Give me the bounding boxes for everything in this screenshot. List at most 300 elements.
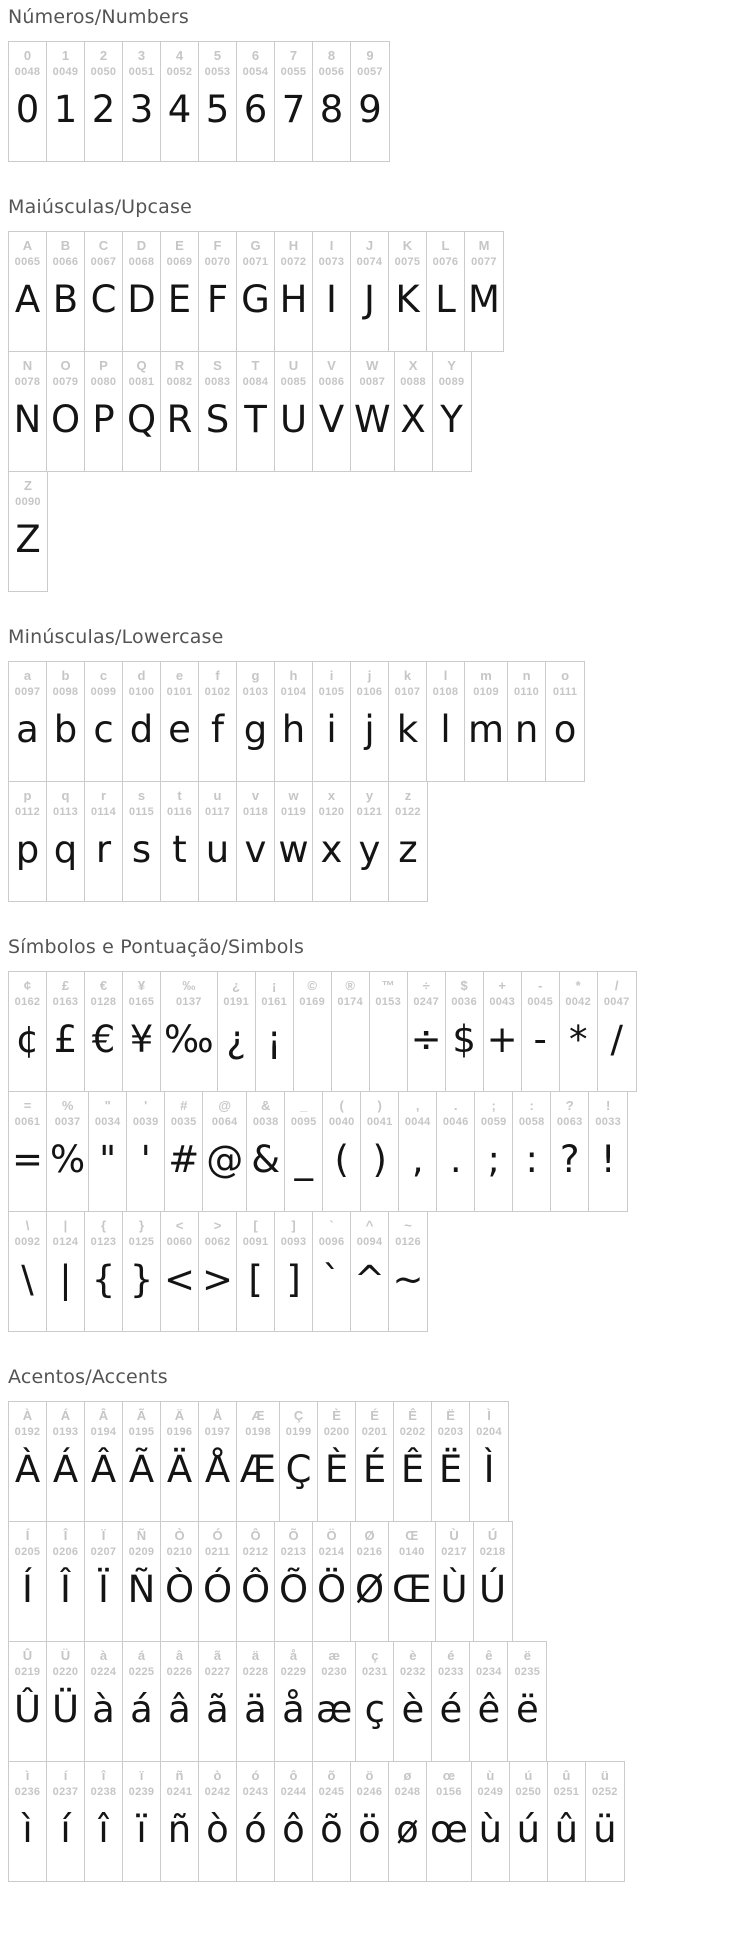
cell-unicode-code: 0169 xyxy=(299,996,325,1009)
cell-glyph-preview: Ç xyxy=(285,1448,312,1492)
cell-character-label: " xyxy=(104,1098,111,1113)
cell-character-label: ® xyxy=(345,978,355,993)
cell-glyph-preview: ü xyxy=(593,1808,617,1852)
cell-character-label: z xyxy=(404,788,412,803)
glyph-cell xyxy=(165,1092,203,1211)
cell-unicode-code: 0076 xyxy=(432,256,459,269)
cell-glyph-preview: # xyxy=(168,1138,200,1182)
cell-character-label: _ xyxy=(300,1098,308,1113)
cell-character-label: î xyxy=(101,1768,106,1783)
cell-glyph-preview: ! xyxy=(600,1138,616,1182)
cell-unicode-code: 0107 xyxy=(394,686,421,699)
cell-unicode-code: 0052 xyxy=(166,66,193,79)
glyph-cell xyxy=(399,1092,437,1211)
cell-glyph-preview: À xyxy=(14,1448,41,1492)
cell-character-label: á xyxy=(137,1648,146,1663)
cell-unicode-code: 0064 xyxy=(211,1116,238,1129)
cell-glyph-preview: ê xyxy=(477,1688,501,1732)
cell-character-label: Ä xyxy=(174,1408,185,1423)
glyph-rows xyxy=(8,971,730,1332)
cell-character-label: & xyxy=(261,1098,271,1113)
cell-glyph-preview: 5 xyxy=(205,88,230,132)
glyph-cell xyxy=(237,662,275,781)
cell-glyph-preview: w xyxy=(278,828,309,872)
cell-unicode-code: 0118 xyxy=(242,806,269,819)
cell-glyph-preview: q xyxy=(53,828,78,872)
glyph-cell xyxy=(9,1212,47,1331)
cell-glyph-preview: E xyxy=(167,278,192,322)
cell-character-label: \ xyxy=(25,1218,30,1233)
cell-unicode-code: 0049 xyxy=(52,66,79,79)
cell-unicode-code: 0239 xyxy=(128,1786,155,1799)
cell-unicode-code: 0036 xyxy=(451,996,477,1009)
cell-glyph-preview: 7 xyxy=(281,88,306,132)
glyph-cell xyxy=(237,232,275,351)
cell-glyph-preview: t xyxy=(172,828,187,872)
glyph-cell xyxy=(123,662,161,781)
glyph-cell xyxy=(436,1522,474,1641)
cell-glyph-preview: ? xyxy=(559,1138,580,1182)
cell-unicode-code: 0225 xyxy=(128,1666,155,1679)
glyph-cell xyxy=(47,972,85,1091)
cell-unicode-code: 0071 xyxy=(242,256,269,269)
cell-character-label: = xyxy=(23,1098,32,1113)
cell-unicode-code: 0199 xyxy=(285,1426,312,1439)
cell-character-label: Ï xyxy=(101,1528,106,1543)
glyph-cell xyxy=(446,972,484,1091)
cell-glyph-preview: _ xyxy=(294,1138,313,1182)
cell-character-label: Z xyxy=(24,478,32,493)
cell-unicode-code: 0242 xyxy=(204,1786,231,1799)
cell-character-label: æ xyxy=(328,1648,340,1663)
cell-unicode-code: 0053 xyxy=(204,66,231,79)
glyph-cell xyxy=(199,352,237,471)
glyph-cell xyxy=(47,1212,85,1331)
cell-unicode-code: 0245 xyxy=(318,1786,345,1799)
glyph-table-row xyxy=(8,1091,628,1212)
cell-glyph-preview: g xyxy=(243,708,268,752)
glyph-cell xyxy=(161,972,218,1091)
cell-glyph-preview: 8 xyxy=(319,88,344,132)
glyph-cell xyxy=(123,1522,161,1641)
cell-character-label: Ù xyxy=(449,1528,459,1543)
cell-glyph-preview: : xyxy=(525,1138,538,1182)
cell-glyph-preview: Ñ xyxy=(127,1568,156,1612)
cell-character-label: / xyxy=(614,978,619,993)
cell-glyph-preview: à xyxy=(92,1688,115,1732)
cell-character-label: n xyxy=(522,668,531,683)
glyph-cell xyxy=(161,782,199,901)
cell-glyph-preview: Ì xyxy=(483,1448,495,1492)
cell-glyph-preview: l xyxy=(440,708,451,752)
cell-glyph-preview: j xyxy=(364,708,375,752)
cell-unicode-code: 0074 xyxy=(356,256,383,269)
glyph-cell xyxy=(9,972,47,1091)
cell-unicode-code: 0046 xyxy=(442,1116,469,1129)
cell-character-label: ; xyxy=(491,1098,496,1113)
glyph-cell xyxy=(560,972,598,1091)
glyph-cell xyxy=(389,1522,436,1641)
cell-glyph-preview: ç xyxy=(364,1688,386,1732)
cell-glyph-preview: u xyxy=(205,828,230,872)
glyph-table-row xyxy=(8,971,637,1092)
cell-character-label: ‰ xyxy=(182,978,196,993)
glyph-cell xyxy=(47,42,85,161)
cell-glyph-preview: 1 xyxy=(53,88,78,132)
glyph-cell xyxy=(427,1762,472,1881)
glyph-table-row xyxy=(8,661,585,782)
cell-character-label: Ç xyxy=(293,1408,304,1423)
glyph-cell xyxy=(9,42,47,161)
cell-glyph-preview: n xyxy=(514,708,539,752)
cell-glyph-preview: A xyxy=(14,278,41,322)
cell-character-label: H xyxy=(288,238,299,253)
glyph-cell xyxy=(361,1092,399,1211)
cell-unicode-code: 0191 xyxy=(223,996,249,1009)
glyph-cell xyxy=(389,662,427,781)
cell-character-label: à xyxy=(99,1648,108,1663)
section-title: Números/Numbers xyxy=(8,6,189,28)
cell-character-label: Ã xyxy=(136,1408,147,1423)
glyph-cell xyxy=(9,1402,47,1521)
glyph-cell xyxy=(9,1092,47,1211)
cell-character-label: Ø xyxy=(364,1528,375,1543)
cell-glyph-preview: a xyxy=(16,708,39,752)
glyph-cell xyxy=(427,662,465,781)
glyph-cell xyxy=(389,1212,427,1331)
cell-glyph-preview: F xyxy=(206,278,229,322)
glyph-cell xyxy=(237,1642,275,1761)
cell-character-label: V xyxy=(327,358,336,373)
glyph-cell xyxy=(513,1092,551,1211)
cell-unicode-code: 0137 xyxy=(175,996,202,1009)
cell-unicode-code: 0056 xyxy=(318,66,345,79)
cell-character-label: j xyxy=(367,668,372,683)
cell-character-label: * xyxy=(575,978,581,993)
cell-glyph-preview: * xyxy=(568,1018,588,1062)
glyph-table-row xyxy=(8,471,48,592)
glyph-cell xyxy=(199,42,237,161)
cell-glyph-preview: Ø xyxy=(354,1568,385,1612)
cell-glyph-preview: ¡ xyxy=(266,1018,282,1062)
glyph-cell xyxy=(275,782,313,901)
cell-unicode-code: 0217 xyxy=(441,1546,467,1559)
cell-unicode-code: 0083 xyxy=(204,376,231,389)
cell-glyph-preview: c xyxy=(93,708,114,752)
cell-unicode-code: 0040 xyxy=(328,1116,355,1129)
glyph-cell xyxy=(161,662,199,781)
cell-character-label: ú xyxy=(524,1768,533,1783)
glyph-cell xyxy=(351,1212,389,1331)
glyph-cell xyxy=(313,352,351,471)
cell-character-label: ^ xyxy=(365,1218,374,1233)
section-title: Minúsculas/Lowercase xyxy=(8,626,224,648)
glyph-rows xyxy=(8,231,730,592)
cell-character-label: Q xyxy=(136,358,147,373)
cell-glyph-preview: U xyxy=(279,398,308,442)
cell-glyph-preview: C xyxy=(90,278,117,322)
cell-character-label: W xyxy=(366,358,379,373)
cell-unicode-code: 0121 xyxy=(356,806,383,819)
cell-unicode-code: 0251 xyxy=(553,1786,580,1799)
cell-glyph-preview: Ù xyxy=(440,1568,468,1612)
cell-glyph-preview: Â xyxy=(90,1448,117,1492)
cell-character-label: : xyxy=(529,1098,534,1113)
cell-glyph-preview: o xyxy=(553,708,577,752)
cell-unicode-code: 0235 xyxy=(514,1666,541,1679)
cell-glyph-preview: Ê xyxy=(400,1448,425,1492)
glyph-cell xyxy=(275,662,313,781)
cell-glyph-preview: M xyxy=(468,278,500,322)
cell-glyph-preview: 0 xyxy=(15,88,40,132)
cell-character-label: ì xyxy=(25,1768,30,1783)
glyph-cell xyxy=(161,1762,199,1881)
glyph-cell xyxy=(432,1642,470,1761)
cell-unicode-code: 0192 xyxy=(14,1426,41,1439)
cell-character-label: B xyxy=(60,238,71,253)
cell-glyph-preview: < xyxy=(164,1258,196,1302)
cell-glyph-preview: 3 xyxy=(129,88,154,132)
glyph-cell xyxy=(9,1642,47,1761)
glyph-cell xyxy=(123,782,161,901)
cell-glyph-preview: P xyxy=(92,398,115,442)
glyph-cell xyxy=(313,1212,351,1331)
glyph-table-row xyxy=(8,1641,547,1762)
cell-glyph-preview: ‰ xyxy=(164,1018,214,1062)
cell-character-label: £ xyxy=(61,978,70,993)
cell-character-label: ñ xyxy=(175,1768,184,1783)
glyph-cell xyxy=(351,1522,389,1641)
cell-character-label: w xyxy=(288,788,299,803)
cell-unicode-code: 0122 xyxy=(395,806,421,819)
cell-character-label: å xyxy=(289,1648,298,1663)
cell-unicode-code: 0216 xyxy=(356,1546,383,1559)
glyph-cell xyxy=(85,1402,123,1521)
glyph-cell xyxy=(203,1092,247,1211)
glyph-cell xyxy=(123,1212,161,1331)
cell-unicode-code: 0054 xyxy=(242,66,269,79)
cell-character-label: ë xyxy=(523,1648,531,1663)
glyph-cell xyxy=(522,972,560,1091)
glyph-cell xyxy=(123,972,161,1091)
cell-unicode-code: 0091 xyxy=(242,1236,269,1249)
cell-unicode-code: 0117 xyxy=(204,806,231,819)
cell-glyph-preview: S xyxy=(205,398,230,442)
cell-glyph-preview: á xyxy=(130,1688,153,1732)
cell-character-label: J xyxy=(365,238,374,253)
cell-unicode-code: 0246 xyxy=(356,1786,383,1799)
cell-glyph-preview: 6 xyxy=(243,88,268,132)
cell-character-label: g xyxy=(251,668,260,683)
glyph-cell xyxy=(161,232,199,351)
cell-glyph-preview: ñ xyxy=(167,1808,192,1852)
cell-character-label: û xyxy=(562,1768,571,1783)
cell-character-label: c xyxy=(99,668,108,683)
cell-glyph-preview: € xyxy=(91,1018,116,1062)
cell-glyph-preview: Å xyxy=(204,1448,231,1492)
cell-character-label: L xyxy=(441,238,450,253)
glyph-cell xyxy=(427,232,465,351)
cell-glyph-preview: r xyxy=(95,828,112,872)
cell-character-label: a xyxy=(23,668,32,683)
cell-character-label: b xyxy=(61,668,70,683)
glyph-cell xyxy=(161,42,199,161)
glyph-cell xyxy=(508,662,546,781)
cell-glyph-preview: f xyxy=(210,708,225,752)
cell-unicode-code: 0161 xyxy=(261,996,287,1009)
font-character-section xyxy=(8,196,730,592)
cell-glyph-preview: Î xyxy=(60,1568,71,1612)
glyph-table-row xyxy=(8,231,504,352)
glyph-cell xyxy=(9,782,47,901)
glyph-cell xyxy=(123,352,161,471)
glyph-cell xyxy=(199,782,237,901)
cell-unicode-code: 0100 xyxy=(128,686,155,699)
cell-unicode-code: 0038 xyxy=(252,1116,279,1129)
cell-glyph-preview: å xyxy=(282,1688,305,1732)
glyph-cell xyxy=(465,232,503,351)
cell-unicode-code: 0205 xyxy=(14,1546,41,1559)
cell-character-label: ÷ xyxy=(422,978,430,993)
cell-character-label: T xyxy=(251,358,260,373)
glyph-cell xyxy=(470,1402,508,1521)
cell-unicode-code: 0059 xyxy=(480,1116,507,1129)
glyph-cell xyxy=(356,1642,394,1761)
cell-unicode-code: 0065 xyxy=(14,256,41,269)
cell-character-label: 8 xyxy=(327,48,336,63)
cell-glyph-preview: W xyxy=(354,398,391,442)
cell-unicode-code: 0041 xyxy=(366,1116,393,1129)
cell-unicode-code: 0174 xyxy=(337,996,363,1009)
cell-character-label: 6 xyxy=(251,48,260,63)
cell-unicode-code: 0214 xyxy=(318,1546,345,1559)
cell-character-label: 2 xyxy=(99,48,108,63)
cell-glyph-preview: T xyxy=(244,398,267,442)
cell-character-label: r xyxy=(100,788,107,803)
glyph-cell xyxy=(323,1092,361,1211)
cell-unicode-code: 0236 xyxy=(14,1786,41,1799)
cell-glyph-preview: s xyxy=(131,828,152,872)
cell-glyph-preview: J xyxy=(364,278,375,322)
cell-unicode-code: 0195 xyxy=(128,1426,155,1439)
glyph-rows xyxy=(8,1401,730,1882)
cell-glyph-preview: [ xyxy=(248,1258,263,1302)
cell-character-label: Û xyxy=(22,1648,33,1663)
glyph-cell xyxy=(508,1642,546,1761)
cell-glyph-preview: D xyxy=(127,278,156,322)
cell-glyph-preview: Æ xyxy=(240,1448,277,1492)
glyph-cell xyxy=(247,1092,285,1211)
cell-unicode-code: 0098 xyxy=(52,686,79,699)
glyph-cell xyxy=(237,782,275,901)
cell-unicode-code: 0113 xyxy=(52,806,79,819)
glyph-cell xyxy=(47,662,85,781)
glyph-cell xyxy=(47,782,85,901)
glyph-cell xyxy=(199,662,237,781)
cell-character-label: { xyxy=(100,1218,107,1233)
cell-unicode-code: 0055 xyxy=(280,66,307,79)
cell-glyph-preview: Ã xyxy=(128,1448,155,1492)
glyph-cell xyxy=(586,1762,624,1881)
cell-character-label: e xyxy=(175,668,184,683)
cell-unicode-code: 0232 xyxy=(400,1666,426,1679)
glyph-cell xyxy=(47,1522,85,1641)
cell-character-label: < xyxy=(175,1218,184,1233)
glyph-cell xyxy=(389,232,427,351)
cell-glyph-preview: õ xyxy=(320,1808,343,1852)
cell-character-label: l xyxy=(443,668,448,683)
glyph-cell xyxy=(546,662,584,781)
cell-character-label: C xyxy=(98,238,109,253)
glyph-cell xyxy=(161,1402,199,1521)
glyph-cell xyxy=(332,972,370,1091)
glyph-cell xyxy=(470,1642,508,1761)
cell-glyph-preview: ò xyxy=(206,1808,229,1852)
glyph-cell xyxy=(313,1522,351,1641)
cell-glyph-preview: K xyxy=(395,278,420,322)
glyph-cell xyxy=(474,1522,512,1641)
cell-unicode-code: 0204 xyxy=(476,1426,502,1439)
cell-character-label: N xyxy=(22,358,33,373)
cell-unicode-code: 0079 xyxy=(52,376,79,389)
cell-character-label: t xyxy=(177,788,182,803)
cell-glyph-preview: x xyxy=(320,828,343,872)
cell-character-label: s xyxy=(137,788,146,803)
cell-unicode-code: 0194 xyxy=(90,1426,117,1439)
glyph-cell xyxy=(280,1402,318,1521)
cell-glyph-preview: I xyxy=(326,278,337,322)
section-title: Maiúsculas/Upcase xyxy=(8,196,193,218)
cell-unicode-code: 0228 xyxy=(242,1666,269,1679)
cell-glyph-preview: ó xyxy=(244,1808,267,1852)
cell-unicode-code: 0082 xyxy=(166,376,193,389)
cell-character-label: - xyxy=(538,978,543,993)
glyph-cell xyxy=(9,232,47,351)
cell-unicode-code: 0045 xyxy=(527,996,554,1009)
cell-character-label: Î xyxy=(63,1528,68,1543)
cell-unicode-code: 0088 xyxy=(400,376,426,389)
cell-glyph-preview: Q xyxy=(126,398,157,442)
cell-glyph-preview: ¥ xyxy=(129,1018,154,1062)
cell-glyph-preview: . xyxy=(449,1138,462,1182)
cell-unicode-code: 0072 xyxy=(280,256,307,269)
cell-glyph-preview: ÷ xyxy=(410,1018,442,1062)
cell-character-label: Œ xyxy=(405,1528,419,1543)
cell-glyph-preview: h xyxy=(281,708,306,752)
cell-character-label: ø xyxy=(403,1768,412,1783)
cell-character-label: % xyxy=(61,1098,74,1113)
cell-character-label: ' xyxy=(144,1098,148,1113)
glyph-cell xyxy=(47,1092,89,1211)
cell-glyph-preview: k xyxy=(396,708,419,752)
cell-unicode-code: 0037 xyxy=(54,1116,81,1129)
cell-glyph-preview: B xyxy=(52,278,79,322)
cell-unicode-code: 0062 xyxy=(204,1236,231,1249)
glyph-cell xyxy=(472,1762,510,1881)
glyph-cell xyxy=(256,972,294,1091)
cell-glyph-preview: b xyxy=(53,708,78,752)
cell-glyph-preview: œ xyxy=(430,1808,468,1852)
cell-unicode-code: 0247 xyxy=(413,996,439,1009)
glyph-cell xyxy=(123,1402,161,1521)
glyph-cell xyxy=(161,1212,199,1331)
glyph-cell xyxy=(389,782,427,901)
cell-character-label: R xyxy=(174,358,185,373)
cell-glyph-preview: Z xyxy=(15,518,41,562)
glyph-cell xyxy=(356,1402,394,1521)
cell-character-label: Ú xyxy=(487,1528,498,1543)
glyph-cell xyxy=(9,352,47,471)
